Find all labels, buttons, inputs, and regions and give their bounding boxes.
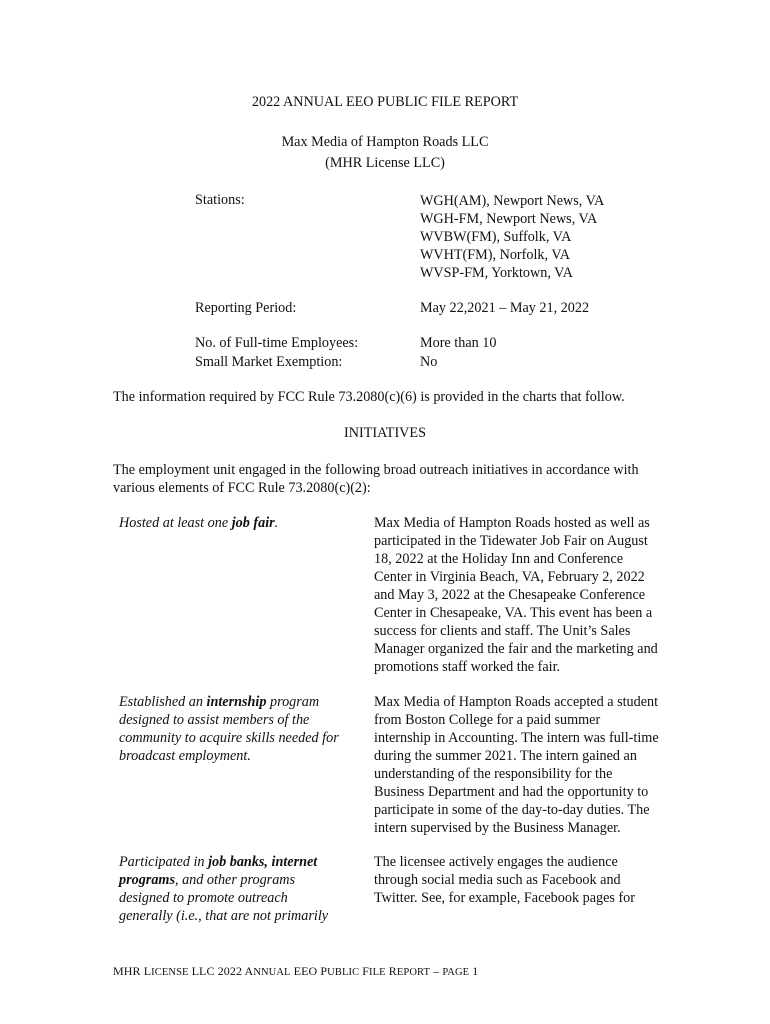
initiative-description-line: Max Media of Hampton Roads accepted a student	[374, 694, 659, 710]
initiative-description-line: The licensee actively engages the audience	[374, 854, 618, 870]
initiative-description-line: and May 3, 2022 at the Chesapeake Conference	[374, 587, 646, 603]
exemption-label: Small Market Exemption:	[195, 354, 343, 370]
initiative-description-line: Center in Chesapeake, VA. This event has been a	[374, 605, 653, 621]
station-item: WVBW(FM), Suffolk, VA	[420, 229, 572, 245]
station-item: WVHT(FM), Norfolk, VA	[420, 247, 571, 263]
initiatives-intro-line: various elements of FCC Rule 73.2080(c)(2):	[113, 480, 371, 496]
license-name: (MHR License LLC)	[325, 155, 445, 171]
company-name: Max Media of Hampton Roads LLC	[281, 134, 489, 150]
employees-value: More than 10	[420, 335, 497, 351]
initiative-description-line: Manager organized the fair and the marketing and	[374, 641, 658, 657]
initiative-label: Hosted at least one job fair.	[119, 515, 279, 531]
initiative-label-line: broadcast employment.	[119, 748, 251, 764]
initiative-description-line: internship in Accounting. The intern was full-time	[374, 730, 659, 746]
initiative-label-line: designed to promote outreach	[119, 890, 288, 906]
initiative-label-line: programs, and other programs	[119, 872, 296, 888]
initiative-description-line: participate in some of the day-to-day duties. The	[374, 802, 650, 818]
intro-paragraph: The information required by FCC Rule 73.2080(c)(6) is provided in the charts that follow.	[113, 389, 625, 405]
initiative-description-line: Business Department and had the opportunity to	[374, 784, 649, 800]
reporting-period-label: Reporting Period:	[195, 300, 297, 316]
initiative-description-line: Max Media of Hampton Roads hosted as well as	[374, 515, 650, 531]
initiative-description-line: Twitter. See, for example, Facebook pages for	[374, 890, 635, 906]
page-footer: MHR LICENSE LLC 2022 ANNUAL EEO PUBLIC FILE REPORT – PAGE 1	[113, 964, 479, 978]
station-item: WGH(AM), Newport News, VA	[420, 193, 605, 209]
initiative-label-line: generally (i.e., that are not primarily	[119, 908, 329, 924]
initiatives-heading: INITIATIVES	[344, 425, 426, 441]
initiative-description-line: success for clients and staff. The Unit’s Sales	[374, 623, 631, 639]
initiatives-intro-line: The employment unit engaged in the following broad outreach initiatives in accordance with	[113, 462, 639, 478]
initiative-label: Established an internship program	[119, 694, 320, 710]
station-item: WVSP-FM, Yorktown, VA	[420, 265, 573, 281]
employees-label: No. of Full-time Employees:	[195, 335, 359, 351]
initiative-label: Participated in job banks, internet	[119, 854, 318, 870]
exemption-value: No	[420, 354, 438, 370]
initiative-description-line: 18, 2022 at the Holiday Inn and Conference	[374, 551, 623, 567]
initiative-description-line: understanding of the responsibility for the	[374, 766, 613, 782]
initiative-description-line: Center in Virginia Beach, VA, February 2, 2022	[374, 569, 645, 585]
initiative-description-line: from Boston College for a paid summer	[374, 712, 601, 728]
initiative-label-line: community to acquire skills needed for	[119, 730, 339, 746]
initiative-description-line: through social media such as Facebook and	[374, 872, 621, 888]
initiative-description-line: intern supervised by the Business Manager.	[374, 820, 621, 836]
initiative-description-line: promotions staff worked the fair.	[374, 659, 561, 675]
report-title: 2022 ANNUAL EEO PUBLIC FILE REPORT	[251, 94, 519, 110]
initiative-label-line: designed to assist members of the	[119, 712, 310, 728]
station-item: WGH-FM, Newport News, VA	[420, 211, 598, 227]
stations-label: Stations:	[195, 192, 245, 208]
reporting-period-value: May 22,2021 – May 21, 2022	[420, 300, 590, 316]
initiative-description-line: participated in the Tidewater Job Fair on August	[374, 533, 648, 549]
initiative-description-line: during the summer 2021. The intern gained an	[374, 748, 637, 764]
